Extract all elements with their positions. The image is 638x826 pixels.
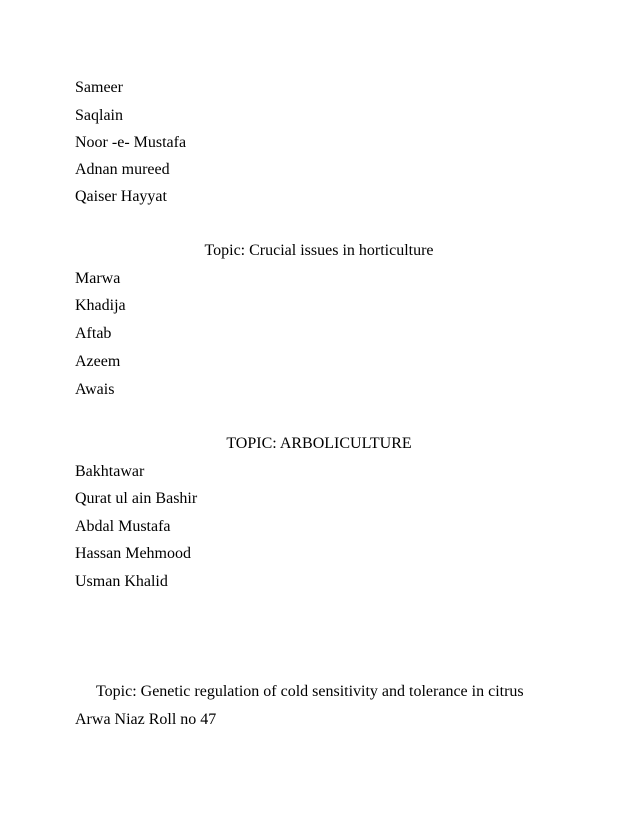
- group3-name-2: Qurat ul ain Bashir: [75, 490, 198, 507]
- group2-name-4: Azeem: [75, 353, 121, 370]
- group4-topic-heading: Topic: Genetic regulation of cold sensitivity and tolerance in citrus: [96, 683, 524, 700]
- group1-name-4: Adnan mureed: [75, 161, 170, 178]
- group2-topic-heading: Topic: Crucial issues in horticulture: [204, 242, 434, 259]
- group3-name-4: Hassan Mehmood: [75, 545, 191, 562]
- group1-name-5: Qaiser Hayyat: [75, 188, 167, 205]
- group4-name-1: Arwa Niaz Roll no 47: [75, 711, 217, 728]
- group3-topic-heading: TOPIC: ARBOLICULTURE: [226, 435, 412, 452]
- group2-name-1: Marwa: [75, 270, 121, 287]
- group1-name-3: Noor -e- Mustafa: [75, 134, 187, 151]
- group1-name-1: Sameer: [75, 79, 123, 96]
- group2-name-3: Aftab: [75, 325, 112, 342]
- group2-name-5: Awais: [75, 381, 115, 398]
- group2-name-2: Khadija: [75, 297, 126, 314]
- group3-name-3: Abdal Mustafa: [75, 518, 171, 535]
- group1-name-2: Saqlain: [75, 107, 123, 124]
- group3-name-5: Usman Khalid: [75, 573, 168, 590]
- group3-name-1: Bakhtawar: [75, 463, 145, 480]
